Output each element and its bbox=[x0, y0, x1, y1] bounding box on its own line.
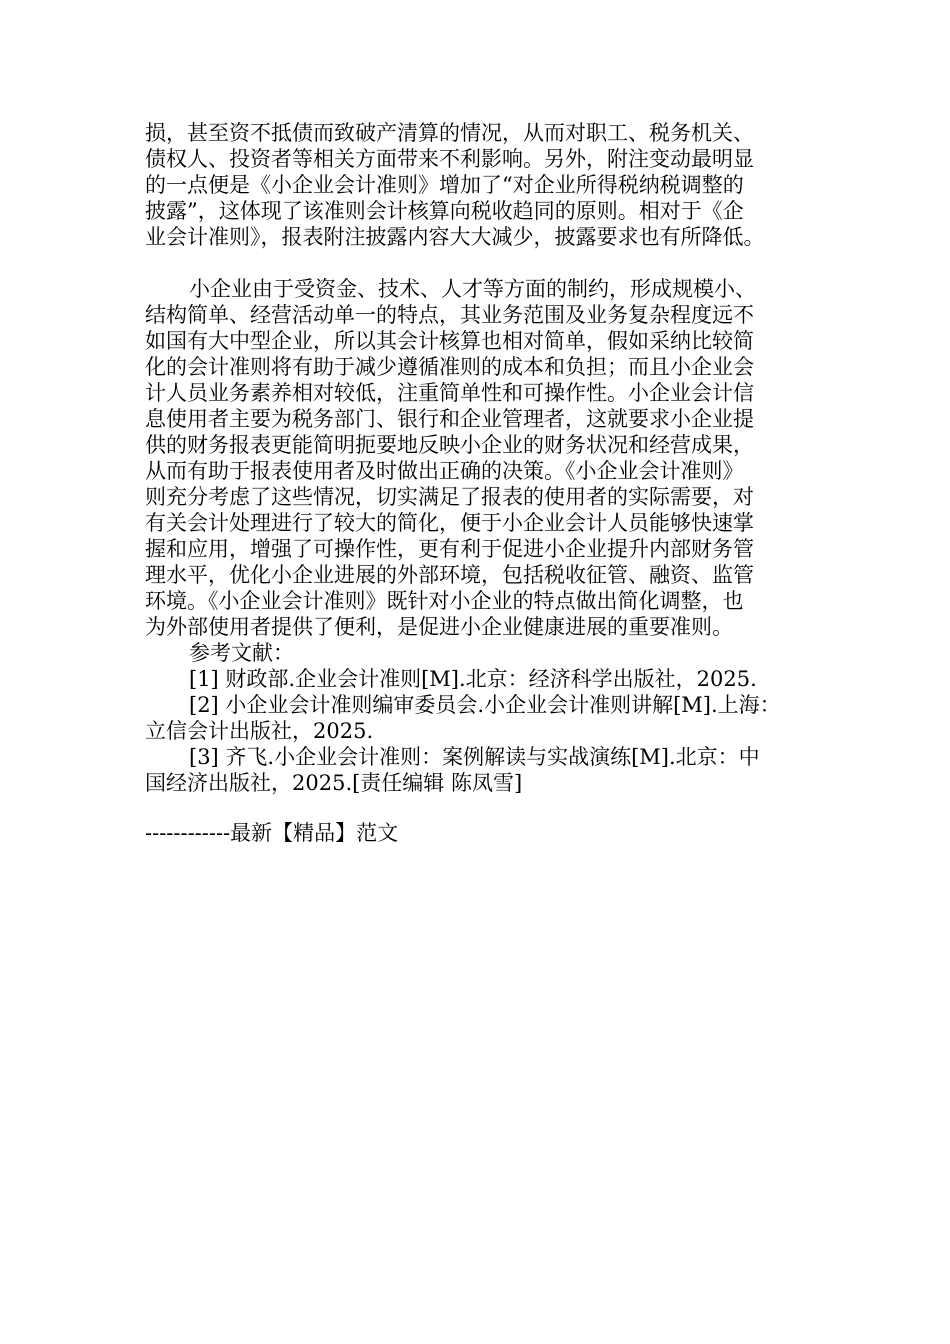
text-line: 供的财务报表更能简明扼要地反映小企业的财务状况和经营成果， bbox=[145, 433, 754, 457]
text-line: 则充分考虑了这些情况，切实满足了报表的使用者的实际需要，对 bbox=[145, 485, 754, 509]
text-line: 的一点便是《小企业会计准则》增加了“对企业所得税纳税调整的 bbox=[145, 173, 744, 197]
text-line: 理水平，优化小企业进展的外部环境，包括税收征管、融资、监管 bbox=[145, 563, 754, 587]
reference-continuation: 国经济出版社，2025.[责任编辑 陈凤雪] bbox=[145, 771, 523, 795]
text-line: 息使用者主要为税务部门、银行和企业管理者，这就要求小企业提 bbox=[145, 407, 754, 431]
text-line: 有关会计处理进行了较大的简化，便于小企业会计人员能够快速掌 bbox=[145, 511, 754, 535]
footer-label: ------------最新【精品】范文 bbox=[145, 821, 399, 845]
references-heading: 参考文献： bbox=[189, 641, 294, 665]
text-line: 如国有大中型企业，所以其会计核算也相对简单，假如采纳比较简 bbox=[145, 329, 754, 353]
text-line: 从而有助于报表使用者及时做出正确的决策。《小企业会计准则》 bbox=[145, 459, 744, 483]
paragraph-small-enterprise bbox=[145, 276, 810, 640]
text-line: 披露”，这体现了该准则会计核算向税收趋同的原则。相对于《企 bbox=[145, 199, 744, 223]
reference-item: [2] 小企业会计准则编审委员会.小企业会计准则讲解[M].上海： bbox=[189, 693, 781, 717]
text-line: 握和应用，增强了可操作性，更有利于促进小企业提升内部财务管 bbox=[145, 537, 754, 561]
reference-item: [3] 齐飞.小企业会计准则：案例解读与实战演练[M].北京：中 bbox=[189, 745, 760, 769]
paragraph-spacer bbox=[145, 250, 810, 276]
text-line: 计人员业务素养相对较低，注重简单性和可操作性。小企业会计信 bbox=[145, 381, 754, 405]
text-line: 小企业由于受资金、技术、人才等方面的制约，形成规模小、 bbox=[189, 277, 756, 301]
text-line: 债权人、投资者等相关方面带来不利影响。另外，附注变动最明显 bbox=[145, 147, 754, 171]
document-body bbox=[145, 120, 810, 796]
reference-item: [1] 财政部.企业会计准则[M].北京：经济科学出版社，2025. bbox=[189, 667, 757, 691]
references-list bbox=[145, 666, 810, 796]
text-line: 化的会计准则将有助于减少遵循准则的成本和负担；而且小企业会 bbox=[145, 355, 754, 379]
reference-continuation: 立信会计出版社，2025. bbox=[145, 719, 374, 743]
text-line: 损，甚至资不抵债而致破产清算的情况，从而对职工、税务机关、 bbox=[145, 121, 754, 145]
paragraph-continuation bbox=[145, 120, 810, 250]
text-line: 业会计准则》，报表附注披露内容大大减少，披露要求也有所降低。 bbox=[145, 225, 765, 249]
text-line: 环境。《小企业会计准则》既针对小企业的特点做出简化调整，也 bbox=[145, 589, 744, 613]
text-line: 结构简单、经营活动单一的特点，其业务范围及业务复杂程度远不 bbox=[145, 303, 754, 327]
text-line: 为外部使用者提供了便利，是促进小企业健康进展的重要准则。 bbox=[145, 615, 733, 639]
